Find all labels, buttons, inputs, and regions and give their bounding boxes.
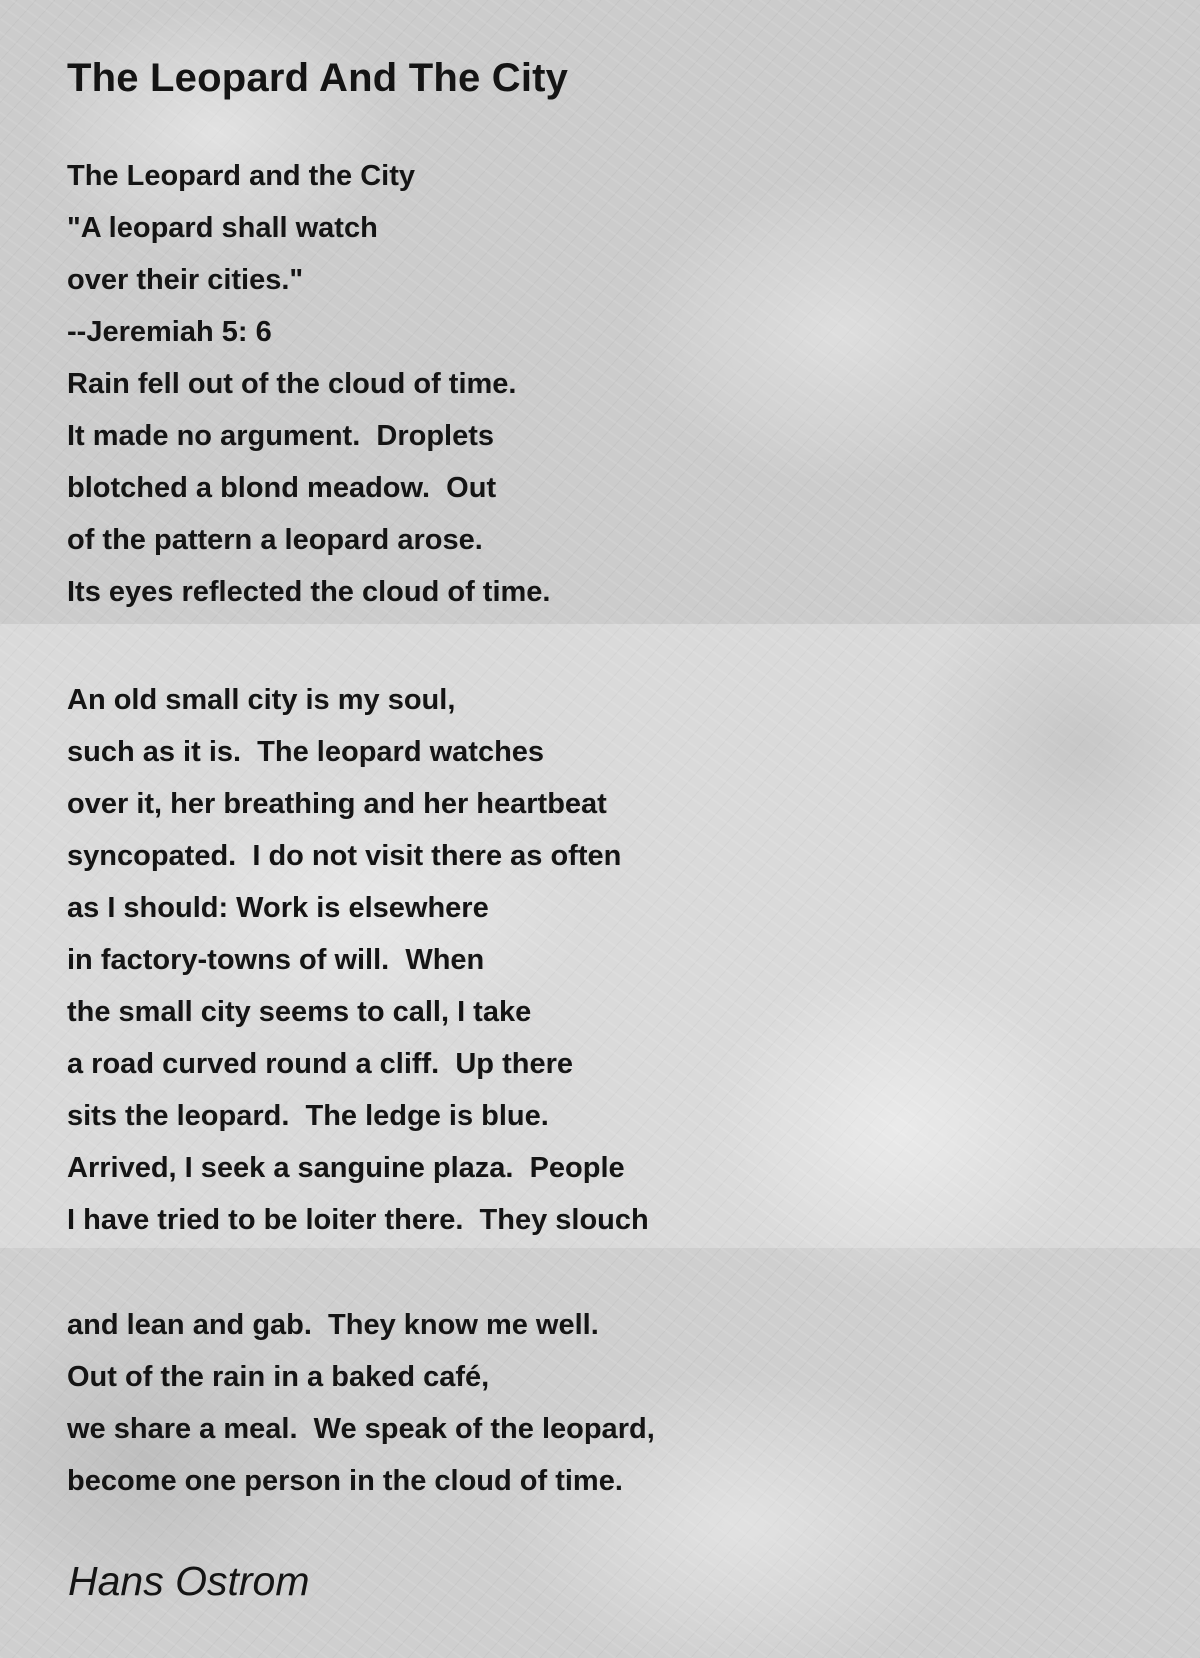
poem-title: The Leopard And The City: [67, 56, 569, 100]
poem-line: become one person in the cloud of time.: [67, 1465, 623, 1497]
poem-line: such as it is. The leopard watches: [67, 736, 545, 768]
poem-line: blotched a blond meadow. Out: [67, 472, 497, 504]
poem-line: An old small city is my soul,: [67, 684, 456, 716]
poem-line: sits the leopard. The ledge is blue.: [67, 1100, 549, 1132]
poem-line: Arrived, I seek a sanguine plaza. People: [67, 1152, 625, 1184]
poem-line: the small city seems to call, I take: [67, 996, 532, 1028]
poem-line: "A leopard shall watch: [67, 212, 378, 244]
stanza-2: [67, 674, 649, 1246]
poem-line: as I should: Work is elsewhere: [67, 892, 489, 924]
poem-line: Rain fell out of the cloud of time.: [67, 368, 517, 400]
poem-line: and lean and gab. They know me well.: [67, 1309, 599, 1341]
poem-line: over their cities.": [67, 264, 304, 296]
poem-line: a road curved round a cliff. Up there: [67, 1048, 573, 1080]
poem-line: --Jeremiah 5: 6: [67, 316, 272, 348]
poem-line: of the pattern a leopard arose.: [67, 524, 483, 556]
poem-line: syncopated. I do not visit there as often: [67, 840, 622, 872]
poem-line: we share a meal. We speak of the leopard,: [67, 1413, 655, 1445]
poem-line: Out of the rain in a baked café,: [67, 1361, 490, 1393]
poem-line: over it, her breathing and her heartbeat: [67, 788, 607, 820]
poem-line: Its eyes reflected the cloud of time.: [67, 576, 551, 608]
poem-line: It made no argument. Droplets: [67, 420, 494, 452]
poem-line: The Leopard and the City: [67, 160, 416, 192]
poem-line: in factory-towns of will. When: [67, 944, 485, 976]
poem-author: Hans Ostrom: [68, 1558, 310, 1604]
stanza-3: [67, 1299, 655, 1507]
poem-line: I have tried to be loiter there. They slouch: [67, 1204, 649, 1236]
stanza-1: [67, 150, 550, 618]
